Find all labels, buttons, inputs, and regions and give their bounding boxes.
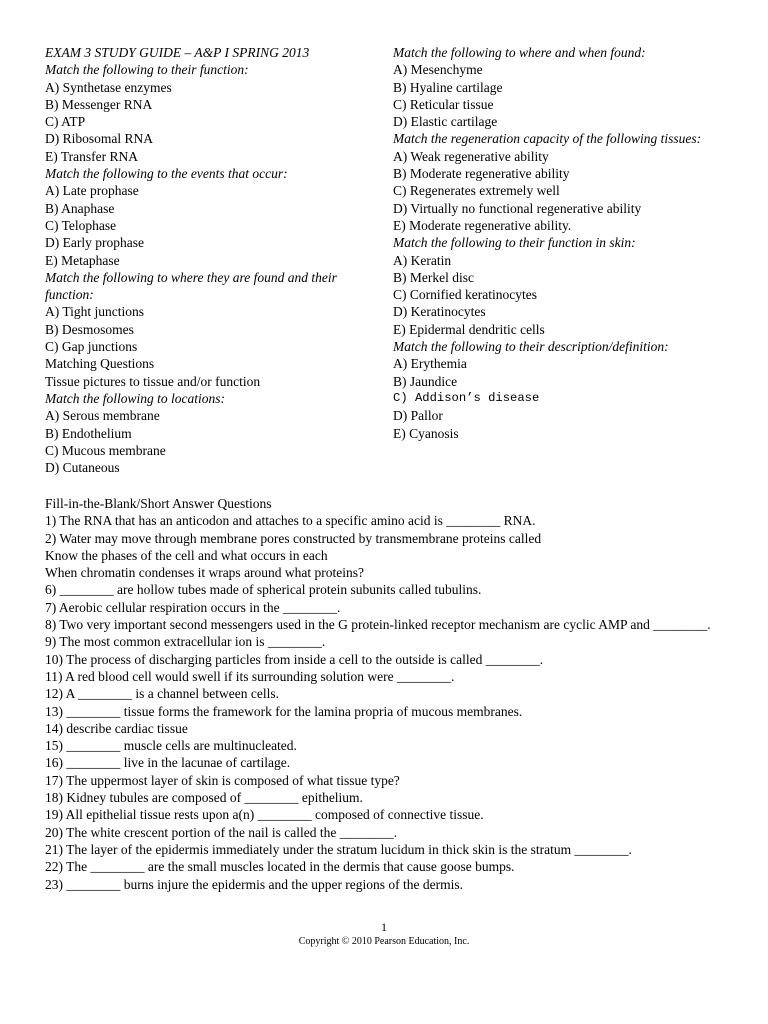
right-column-line: A) Weak regenerative ability <box>393 148 549 164</box>
question-line: 13) ________ tissue forms the framework for the lamina propria of mucous membranes. <box>45 703 523 719</box>
left-column-line: D) Ribosomal RNA <box>45 131 153 147</box>
right-column-line: B) Jaundice <box>393 373 458 389</box>
question-line: 10) The process of discharging particles from inside a cell to the outside is called ________. <box>45 651 544 667</box>
left-column-line: C) Mucous membrane <box>45 442 166 458</box>
left-column-line: A) Tight junctions <box>45 304 145 320</box>
question-line: 9) The most common extracellular ion is ________. <box>45 634 326 650</box>
right-column-line: E) Epidermal dendritic cells <box>393 321 545 337</box>
left-column-line: B) Anaphase <box>45 200 115 216</box>
right-column-line: B) Moderate regenerative ability <box>393 166 570 182</box>
right-column-line: Match the following to their description/definition: <box>393 339 669 355</box>
question-line: 11) A red blood cell would swell if its surrounding solution were ________. <box>45 668 455 684</box>
right-column-line: D) Elastic cartilage <box>393 114 498 130</box>
left-column-line: A) Serous membrane <box>45 408 160 424</box>
left-column-line: Match the following to their function: <box>45 62 249 78</box>
question-line: 6) ________ are hollow tubes made of spherical protein subunits called tubulins. <box>45 582 482 598</box>
right-column-line: C) Regenerates extremely well <box>393 183 560 199</box>
question-line: 21) The layer of the epidermis immediately under the stratum lucidum in thick skin is the stratum ________. <box>45 841 632 857</box>
left-column-line: Matching Questions <box>45 356 155 372</box>
question-line: 16) ________ live in the lacunae of cartilage. <box>45 755 291 771</box>
right-column-line: D) Pallor <box>393 408 443 424</box>
left-column-line: B) Desmosomes <box>45 321 134 337</box>
question-line: 19) All epithelial tissue rests upon a(n) ________ composed of connective tissue. <box>45 807 484 823</box>
fill-in-the-blank-section <box>45 495 735 893</box>
page-number: 1 <box>381 920 387 934</box>
question-line: 1) The RNA that has an anticodon and attaches to a specific amino acid is ________ RNA. <box>45 513 536 529</box>
right-column-line: E) Cyanosis <box>393 425 459 441</box>
right-column-line: Match the following to where and when found: <box>393 45 646 60</box>
left-column-line: A) Synthetase enzymes <box>45 79 172 95</box>
left-column-line: Match the following to where they are found and their function: <box>45 269 337 303</box>
question-line: 14) describe cardiac tissue <box>45 720 188 736</box>
question-line: Know the phases of the cell and what occurs in each <box>45 547 328 563</box>
question-line: When chromatin condenses it wraps around what proteins? <box>45 565 365 581</box>
left-column-line: Match the following to the events that occur: <box>45 166 288 182</box>
right-column-line: A) Keratin <box>393 252 452 268</box>
left-column <box>45 44 380 476</box>
right-column-line: Match the regeneration capacity of the following tissues: <box>393 131 702 147</box>
right-column <box>393 44 728 442</box>
question-line: 7) Aerobic cellular respiration occurs in the ________. <box>45 599 341 615</box>
question-line: 12) A ________ is a channel between cells. <box>45 686 279 702</box>
left-column-line: B) Endothelium <box>45 425 132 441</box>
right-column-line: B) Merkel disc <box>393 269 474 285</box>
right-column-line: B) Hyaline cartilage <box>393 79 503 95</box>
right-column-line: C) Reticular tissue <box>393 96 494 112</box>
question-line: 2) Water may move through membrane pores constructed by transmembrane proteins called <box>45 530 542 546</box>
right-column-line: A) Mesenchyme <box>393 62 483 78</box>
left-column-line: C) Telophase <box>45 217 117 233</box>
right-column-line: C) Addison’s disease <box>393 390 540 405</box>
left-column-line: A) Late prophase <box>45 183 139 199</box>
right-column-line: C) Cornified keratinocytes <box>393 287 537 303</box>
left-column-line: Tissue pictures to tissue and/or function <box>45 373 261 389</box>
right-column-line: A) Erythemia <box>393 356 467 372</box>
question-line: 23) ________ burns injure the epidermis and the upper regions of the dermis. <box>45 876 464 892</box>
right-column-line: E) Moderate regenerative ability. <box>393 217 572 233</box>
left-column-line: C) Gap junctions <box>45 339 138 355</box>
question-line: 15) ________ muscle cells are multinucleated. <box>45 738 297 754</box>
question-line: 17) The uppermost layer of skin is composed of what tissue type? <box>45 772 400 788</box>
left-column-line: Match the following to locations: <box>45 390 225 406</box>
copyright-notice: Copyright © 2010 Pearson Education, Inc. <box>298 936 470 947</box>
question-line: Fill-in-the-Blank/Short Answer Questions <box>45 496 272 511</box>
question-line: 18) Kidney tubules are composed of ________ epithelium. <box>45 790 363 806</box>
question-line: 22) The ________ are the small muscles located in the dermis that cause goose bumps. <box>45 859 515 875</box>
right-column-line: D) Keratinocytes <box>393 304 486 320</box>
right-column-line: D) Virtually no functional regenerative ability <box>393 200 642 216</box>
left-column-line: D) Early prophase <box>45 235 144 251</box>
question-line: 20) The white crescent portion of the nail is called the ________. <box>45 824 398 840</box>
question-line: 8) Two very important second messengers used in the G protein-linked receptor mechanism are cyclic AMP and ________. <box>45 617 711 633</box>
left-column-line: B) Messenger RNA <box>45 96 153 112</box>
left-column-line: D) Cutaneous <box>45 460 120 476</box>
left-column-line: EXAM 3 STUDY GUIDE – A&P I SPRING 2013 <box>45 45 310 60</box>
right-column-line: Match the following to their function in skin: <box>393 235 636 251</box>
left-column-line: E) Metaphase <box>45 252 120 268</box>
left-column-line: C) ATP <box>45 114 86 130</box>
left-column-line: E) Transfer RNA <box>45 148 138 164</box>
